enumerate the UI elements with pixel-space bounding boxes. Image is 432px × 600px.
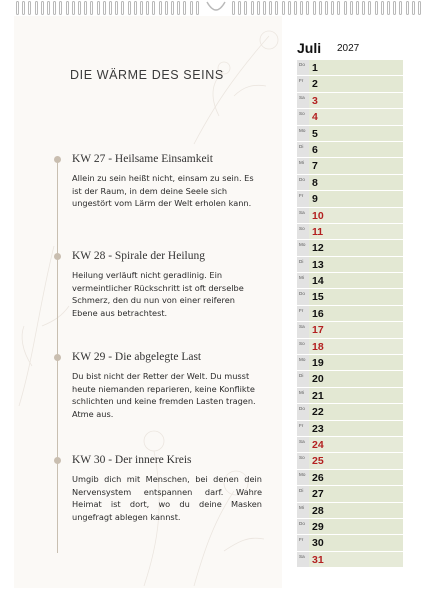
weekday-label: Do	[297, 519, 309, 534]
day-number: 4	[312, 111, 318, 124]
calendar-day-row	[297, 552, 403, 568]
day-note-field	[309, 191, 403, 206]
weekday-label: So	[297, 224, 309, 239]
spiral-coil	[313, 1, 316, 15]
week-entry-text: Umgib dich mit Menschen, bei denen dein Nervensystem entspannen darf. Wahre Heimat ist dort, wo du deine Masken ungefragt ablegen kannst.	[72, 474, 262, 522]
calendar-day-row	[297, 371, 403, 387]
spiral-coil	[128, 1, 131, 15]
content-card	[14, 16, 282, 588]
day-number: 14	[312, 275, 324, 288]
day-number: 29	[312, 520, 324, 533]
spiral-coil	[375, 1, 378, 15]
weekday-label: Mo	[297, 470, 309, 485]
calendar-day-row	[297, 158, 403, 174]
calendar-day-row	[297, 257, 403, 273]
floral-decoration-icon	[174, 26, 282, 146]
day-number: 24	[312, 438, 324, 451]
weekday-label: Mo	[297, 240, 309, 255]
weekday-label: Di	[297, 486, 309, 501]
spiral-coil	[28, 1, 31, 15]
spiral-coil	[78, 1, 81, 15]
spiral-coil	[238, 1, 241, 15]
spiral-coil	[300, 1, 303, 15]
weekday-label: Fr	[297, 421, 309, 436]
spiral-coil	[165, 1, 168, 15]
timeline-dot	[54, 354, 61, 361]
calendar-day-row	[297, 453, 403, 469]
calendar-day-list	[297, 60, 403, 568]
spiral-coil	[269, 1, 272, 15]
spiral-coil	[368, 1, 371, 15]
calendar-day-row	[297, 322, 403, 338]
weekday-label: Fr	[297, 191, 309, 206]
day-number: 28	[312, 504, 324, 517]
spiral-coil	[257, 1, 260, 15]
spiral-coil	[325, 1, 328, 15]
spiral-coil	[294, 1, 297, 15]
spiral-coil	[97, 1, 100, 15]
day-number: 5	[312, 127, 318, 140]
day-number: 30	[312, 537, 324, 550]
day-note-field	[309, 109, 403, 124]
spiral-coil	[152, 1, 155, 15]
spiral-coil	[337, 1, 340, 15]
spiral-coil	[275, 1, 278, 15]
week-entry	[72, 454, 262, 523]
day-number: 31	[312, 553, 324, 566]
calendar-day-row	[297, 289, 403, 305]
weekday-label: Do	[297, 175, 309, 190]
spiral-coil	[134, 1, 137, 15]
spiral-coil	[356, 1, 359, 15]
weekday-label: Do	[297, 60, 309, 75]
day-number: 6	[312, 143, 318, 156]
weekday-label: So	[297, 109, 309, 124]
calendar-day-row	[297, 93, 403, 109]
weekday-label: Mi	[297, 158, 309, 173]
spiral-coil	[72, 1, 75, 15]
weekday-label: Mi	[297, 503, 309, 518]
month-label: Juli	[297, 40, 322, 56]
calendar-day-row	[297, 339, 403, 355]
spiral-coil	[190, 1, 193, 15]
timeline-dot	[54, 156, 61, 163]
spiral-coil	[232, 1, 235, 15]
spiral-coil	[177, 1, 180, 15]
spiral-coil	[35, 1, 38, 15]
spiral-coil	[362, 1, 365, 15]
spiral-coil	[344, 1, 347, 15]
weekday-label: Sa	[297, 322, 309, 337]
day-number: 19	[312, 357, 324, 370]
weekday-label: Di	[297, 371, 309, 386]
day-number: 27	[312, 488, 324, 501]
weekday-label: Mi	[297, 388, 309, 403]
week-entry-title: KW 28 - Spirale der Heilung	[72, 250, 205, 262]
day-number: 15	[312, 291, 324, 304]
day-number: 26	[312, 471, 324, 484]
weekday-label: Mo	[297, 126, 309, 141]
week-entry-title: KW 27 - Heilsame Einsamkeit	[72, 153, 213, 165]
weekday-label: Sa	[297, 93, 309, 108]
spiral-coil	[393, 1, 396, 15]
spiral-coil	[282, 1, 285, 15]
weekday-label: Mo	[297, 355, 309, 370]
spiral-coil	[146, 1, 149, 15]
week-entry-title: KW 30 - Der innere Kreis	[72, 454, 192, 466]
week-entry-text: Heilung verläuft nicht geradlinig. Ein vermeintlicher Rückschritt ist oft derselbe Schmerz, den du nun von einer reiferen Ebene aus betrachtest.	[72, 270, 244, 318]
timeline-dot	[54, 457, 61, 464]
calendar-day-row	[297, 191, 403, 207]
spiral-coil	[406, 1, 409, 15]
calendar-day-row	[297, 224, 403, 240]
day-number: 20	[312, 373, 324, 386]
spiral-coil	[306, 1, 309, 15]
calendar-day-row	[297, 519, 403, 535]
calendar-day-row	[297, 421, 403, 437]
timeline-dot	[54, 253, 61, 260]
spiral-coil	[350, 1, 353, 15]
week-entry-text: Allein zu sein heißt nicht, einsam zu sein. Es ist der Raum, in dem deine Seele sich ungestört vom Lärm der Welt erholen kann.	[72, 173, 254, 208]
year-label: 2027	[337, 43, 360, 54]
day-note-field	[309, 126, 403, 141]
day-number: 17	[312, 324, 324, 337]
day-number: 7	[312, 160, 318, 173]
day-number: 25	[312, 455, 324, 468]
page-title: DIE WÄRME DES SEINS	[70, 68, 224, 82]
calendar-day-row	[297, 388, 403, 404]
spiral-coil	[288, 1, 291, 15]
weekday-label: Sa	[297, 437, 309, 452]
day-number: 23	[312, 422, 324, 435]
calendar-day-row	[297, 437, 403, 453]
spiral-coil	[387, 1, 390, 15]
day-number: 3	[312, 94, 318, 107]
spiral-coil	[59, 1, 62, 15]
weekday-label: Fr	[297, 76, 309, 91]
weekday-label: Di	[297, 257, 309, 272]
weekday-label: Fr	[297, 535, 309, 550]
week-entry	[72, 351, 262, 420]
spiral-coil	[47, 1, 50, 15]
day-number: 13	[312, 258, 324, 271]
spiral-coil	[331, 1, 334, 15]
calendar-day-row	[297, 76, 403, 92]
day-note-field	[309, 142, 403, 157]
spiral-coil	[183, 1, 186, 15]
calendar-day-row	[297, 470, 403, 486]
day-number: 2	[312, 78, 318, 91]
day-note-field	[309, 93, 403, 108]
spiral-coil	[263, 1, 266, 15]
day-number: 9	[312, 193, 318, 206]
spiral-coil	[244, 1, 247, 15]
calendar-day-row	[297, 175, 403, 191]
weekday-label: Sa	[297, 552, 309, 567]
day-note-field	[309, 76, 403, 91]
calendar-header	[297, 40, 403, 60]
week-entry-text: Du bist nicht der Retter der Welt. Du musst heute niemanden reparieren, keine Konflikte schlichten und keine fremden Lasten tragen. Atme aus.	[72, 371, 256, 419]
calendar-day-row	[297, 273, 403, 289]
spiral-coil	[140, 1, 143, 15]
calendar-day-row	[297, 60, 403, 76]
spiral-coil	[418, 1, 421, 15]
weekday-label: Do	[297, 289, 309, 304]
spiral-coil	[115, 1, 118, 15]
calendar-day-row	[297, 535, 403, 551]
day-number: 18	[312, 340, 324, 353]
calendar-day-row	[297, 486, 403, 502]
spiral-coil	[53, 1, 56, 15]
day-note-field	[309, 60, 403, 75]
weekday-label: Do	[297, 404, 309, 419]
day-number: 10	[312, 209, 324, 222]
spiral-coil	[171, 1, 174, 15]
spiral-coil	[103, 1, 106, 15]
spiral-coil	[16, 1, 19, 15]
week-entry	[72, 250, 262, 319]
spiral-coil	[121, 1, 124, 15]
calendar-day-row	[297, 240, 403, 256]
day-note-field	[309, 158, 403, 173]
spiral-coil	[84, 1, 87, 15]
spiral-coil	[196, 1, 199, 15]
weekday-label: Di	[297, 142, 309, 157]
day-number: 21	[312, 389, 324, 402]
day-number: 16	[312, 307, 324, 320]
spiral-coil	[109, 1, 112, 15]
day-number: 11	[312, 225, 324, 238]
spiral-coil	[66, 1, 69, 15]
week-entry-title: KW 29 - Die abgelegte Last	[72, 351, 202, 363]
calendar-day-row	[297, 126, 403, 142]
spiral-coil	[412, 1, 415, 15]
spiral-coil	[159, 1, 162, 15]
day-note-field	[309, 175, 403, 190]
calendar-day-row	[297, 355, 403, 371]
calendar-day-row	[297, 109, 403, 125]
calendar-day-row	[297, 306, 403, 322]
weekday-label: Fr	[297, 306, 309, 321]
spiral-coil	[90, 1, 93, 15]
week-entry	[72, 153, 262, 210]
spiral-coil	[251, 1, 254, 15]
day-number: 8	[312, 176, 318, 189]
day-number: 1	[312, 62, 318, 74]
day-number: 22	[312, 406, 324, 419]
floral-decoration-icon	[14, 236, 74, 406]
calendar-day-row	[297, 404, 403, 420]
day-number: 12	[312, 242, 324, 255]
calendar-day-row	[297, 142, 403, 158]
spiral-coil	[319, 1, 322, 15]
spiral-coil	[41, 1, 44, 15]
weekday-label: Sa	[297, 208, 309, 223]
weekday-label: Mi	[297, 273, 309, 288]
calendar-day-row	[297, 208, 403, 224]
spiral-coil	[399, 1, 402, 15]
calendar-day-row	[297, 503, 403, 519]
spiral-coil	[22, 1, 25, 15]
weekday-label: So	[297, 339, 309, 354]
spiral-coil	[381, 1, 384, 15]
weekday-label: So	[297, 453, 309, 468]
